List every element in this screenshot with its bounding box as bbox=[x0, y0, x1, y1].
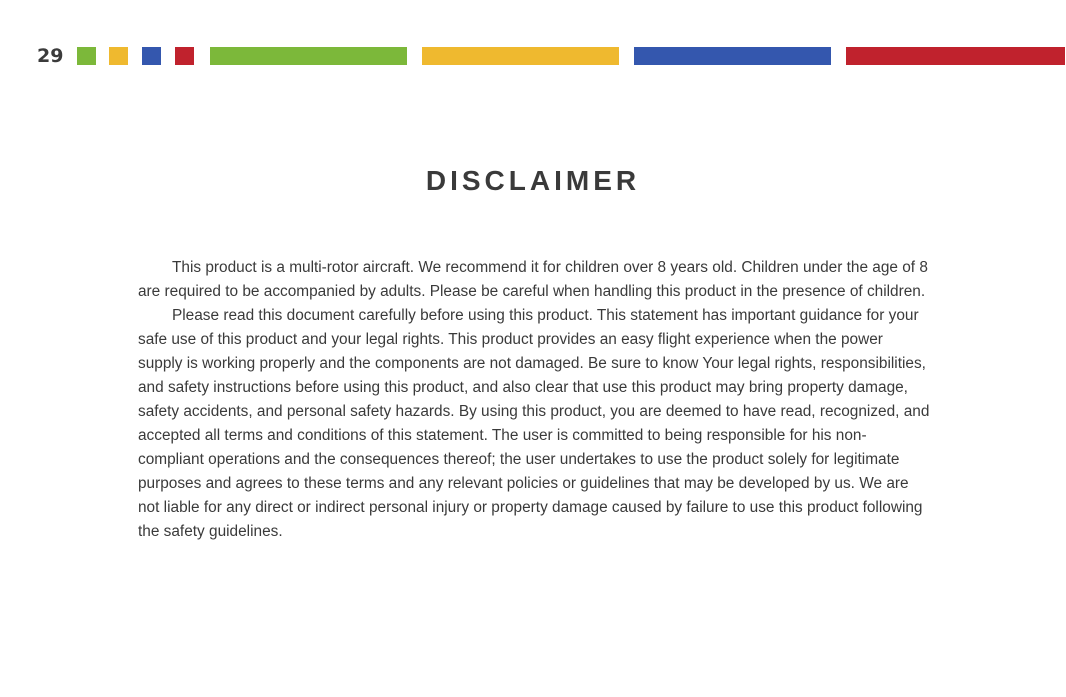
green-bar bbox=[210, 47, 407, 65]
paragraph-age-notice: This product is a multi-rotor aircraft. We recommend it for children over 8 years old. Children under the age of 8 are required to be accompanied by adults. Please be careful when handling this product in the presence of children. bbox=[138, 259, 928, 300]
yellow-bar bbox=[422, 47, 619, 65]
red-square bbox=[175, 47, 194, 65]
red-bar bbox=[846, 47, 1065, 65]
green-square bbox=[77, 47, 96, 65]
disclaimer-body bbox=[138, 256, 930, 544]
blue-bar bbox=[634, 47, 831, 65]
paragraph-legal-statement: Please read this document carefully before using this product. This statement has important guidance for your safe use of this product and your legal rights. This product provides an easy flight experience when the power supply is working properly and the components are not damaged. Be sure to know Your legal rights, responsibilities, and safety instructions before using this product, and also clear that use this product may bring property damage, safety accidents, and personal safety hazards. By using this product, you are deemed to have read, recognized, and accepted all terms and conditions of this statement. The user is committed to being responsible for his non-compliant operations and the consequences thereof; the user undertakes to use the product solely for legitimate purposes and agrees to these terms and any relevant policies or guidelines that may be developed by us. We are not liable for any direct or indirect personal injury or property damage caused by failure to use this product following the safety guidelines. bbox=[138, 307, 930, 540]
page-title: DISCLAIMER bbox=[425, 165, 641, 196]
yellow-square bbox=[109, 47, 128, 65]
page-number: 29 bbox=[37, 45, 64, 67]
blue-square bbox=[142, 47, 161, 65]
